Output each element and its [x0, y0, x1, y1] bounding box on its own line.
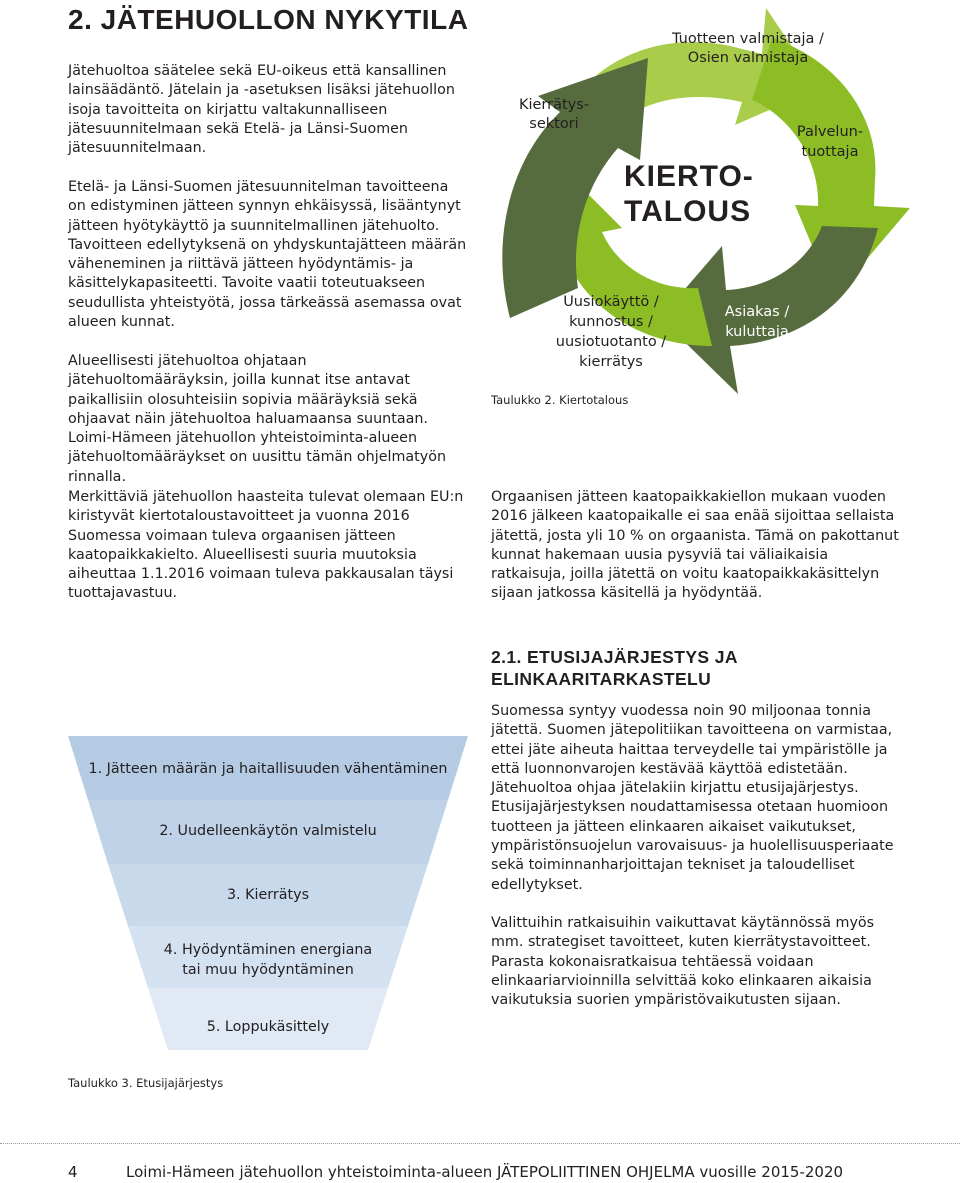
cycle-diagram-caption: Taulukko 2. Kiertotalous — [491, 393, 629, 407]
plan-goals-paragraph: Etelä- ja Länsi-Suomen jätesuunnitelman tavoitteena on edistyminen jätteen synnyn ehkäisyssä, lisääntynyt jätteen hyötykäyttö ja suunnitelmallinen jätehuolto. Tavoitteen edellytyksenä on yhdyskuntajätteen määrän väheneminen ja riittävä jätteen hyödyntämis- ja käsittelykapasiteetti. Tavoite vaatii toteutuakseen seudullista yhteistyötä, jossa tärkeässä asemassa ovat alueen kunnat. — [68, 179, 467, 331]
cycle-center-line1: KIERTO- — [624, 160, 754, 193]
node-bottom-line1: Uusiokäyttö / — [563, 294, 659, 310]
funnel-level-1-label: 1. Jätteen määrän ja haitallisuuden vähentäminen — [88, 761, 448, 777]
funnel-level-2-label: 2. Uudelleenkäytön valmistelu — [159, 823, 377, 839]
node-bottom-right-line2: kuluttaja — [725, 324, 789, 340]
page-title: 2. JÄTEHUOLLON NYKYTILA — [68, 4, 469, 35]
funnel-level-4-label-line2: tai muu hyödyntäminen — [182, 962, 354, 978]
node-right-line2: tuottaja — [801, 144, 859, 160]
section-subtitle: 2.1. ETUSIJAJÄRJESTYS JA ELINKAARITARKASTELU — [491, 647, 738, 689]
regional-regulations-paragraph: Alueellisesti jätehuoltoa ohjataan jätehuoltomääräyksin, joilla kunnat itse antavat paikallisiin olosuhteisiin sopivia määräyksiä sekä ohjaavat näin jätehuoltoa haluamaansa suuntaan. Loimi-Hämeen jätehuollon yhteistoiminta-alueen jätehuoltomääräykset on uusittu tämän ohjelmatyön rinnalla. — [68, 353, 447, 485]
circular-economy-diagram — [490, 0, 960, 410]
node-left-line2: sektori — [529, 116, 579, 132]
funnel-level-5-label: 5. Loppukäsittely — [206, 1019, 330, 1035]
cycle-center-line2: TALOUS — [624, 195, 752, 228]
funnel-level-4-label-line1: 4. Hyödyntäminen energiana — [163, 942, 373, 958]
node-bottom-right-line1: Asiakas / — [724, 304, 790, 320]
node-bottom-line2: kunnostus / — [569, 314, 653, 330]
waste-hierarchy-funnel — [60, 728, 480, 1060]
node-bottom-line3: uusiotuotanto / — [555, 334, 667, 350]
lifecycle-paragraph: Valittuihin ratkaisuihin vaikuttavat käytännössä myös mm. strategiset tavoitteet, kuten kierrätystavoitteet. Parasta kokonaisratkaisua tehtäessä voidaan elinkaariarvioinnilla selvittää koko elinkaaren aikaisia vaikutuksia suorien ympäristövaikutusten sijaan. — [491, 915, 875, 1009]
node-bottom-line4: kierrätys — [579, 354, 643, 370]
landfill-ban-paragraph: Orgaanisen jätteen kaatopaikkakiellon mukaan vuoden 2016 jälkeen kaatopaikalle ei saa enää sijoittaa sellaista jätettä, josta yli 10 % on orgaanista. Tämä on pakottanut kunnat hakemaan uusia pysyviä tai väliaikaisia ratkaisuja, joilla jätettä on voitu kaatopaikkakäsittelyn sijaan jatkossa käsitellä ja hyödyntää. — [491, 489, 899, 602]
funnel-level-3-label: 3. Kierrätys — [226, 887, 310, 903]
challenges-paragraph: Merkittäviä jätehuollon haasteita tulevat olemaan EU:n kiristyvät kiertotaloustavoitteet ja vuonna 2016 Suomessa voimaan tuleva orgaanisen jätteen kaatopaikkakielto. Alueellisesti suuria muutoksia aiheuttaa 1.1.2016 voimaan tuleva pakkausalan täysi tuottajavastuu. — [68, 489, 464, 602]
node-top-line2: Osien valmistaja — [687, 50, 809, 66]
node-left-line1: Kierrätys- — [518, 97, 590, 113]
intro-paragraph: Jätehuoltoa säätelee sekä EU-oikeus että kansallinen lainsäädäntö. Jätelain ja -asetuksen lisäksi jätehuollon isoja tavoitteita on kirjattu valtakunnalliseen jätesuunnitelmaan sekä Etelä- ja Länsi-Suomen jätesuunnitelmaan. — [68, 63, 455, 157]
funnel-caption: Taulukko 3. Etusijajärjestys — [68, 1076, 224, 1090]
node-right-line1: Palvelun- — [796, 124, 864, 140]
footer-divider — [0, 1143, 960, 1144]
footer-title: Loimi-Hämeen jätehuollon yhteistoiminta-alueen JÄTEPOLIITTINEN OHJELMA vuosille 2015-2020 — [126, 1163, 844, 1181]
node-top-line1: Tuotteen valmistaja / — [672, 31, 824, 47]
page-number: 4 — [68, 1163, 78, 1181]
waste-policy-paragraph: Suomessa syntyy vuodessa noin 90 miljoonaa tonnia jätettä. Suomen jätepolitiikan tavoitteena on varmistaa, ettei jäte aiheuta haittaa terveydelle tai ympäristölle ja että luonnonvarojen kestävää käyttöä edistetään. Jätehuoltoa ohjaa jätelakiin kirjattu etusijajärjestys. Etusijajärjestyksen noudattamisessa otetaan huomioon tuotteen ja jätteen elinkaaren aikaiset vaikutukset, ympäristönsuojelun varovaisuus- ja huolellisuusperiaate sekä toiminnanharjoittajan tekniset ja taloudelliset edellytykset. — [491, 703, 894, 893]
